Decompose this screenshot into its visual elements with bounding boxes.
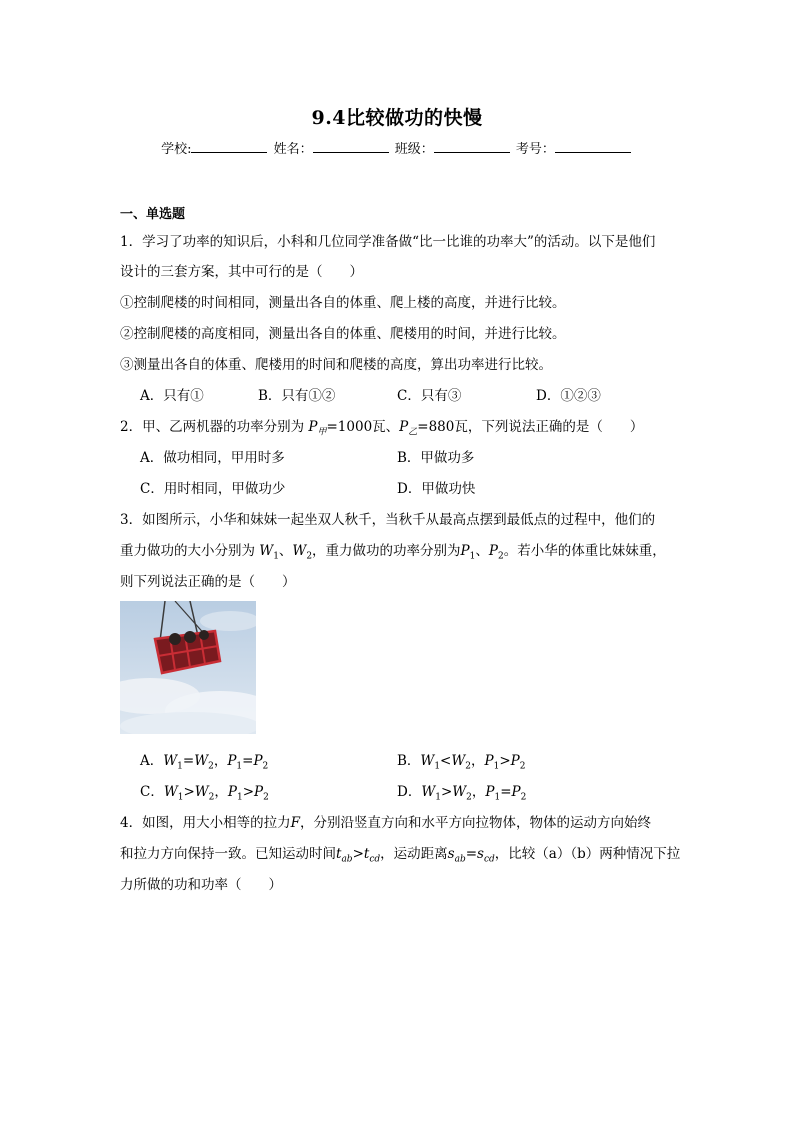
q2-option-b[interactable]: B．甲做功多	[397, 450, 475, 466]
q3-w2-sub: 2	[306, 551, 313, 562]
q4-t1: t	[336, 846, 342, 862]
q4-text-e: ，比较（a）（b）两种情况下拉	[494, 846, 681, 862]
q4-stem-line2	[120, 842, 680, 865]
q4-stem-line1	[120, 811, 651, 831]
q2-option-d[interactable]: D．甲做功快	[397, 481, 476, 497]
q2-option-c[interactable]: C．用时相同，甲做功少	[140, 481, 286, 497]
q1-plan-2: ②控制爬楼的高度相同，测量出各自的体重、爬楼用的时间，并进行比较。	[120, 326, 566, 342]
q3-d-comma: ，	[471, 784, 486, 800]
q3-c-label: C．	[140, 784, 164, 800]
q4-text-a: 4．如图，用大小相等的拉力	[120, 815, 291, 831]
q3-p1: P	[460, 543, 470, 559]
q3-b-label: B．	[397, 753, 421, 769]
q1-option-d[interactable]: D．①②③	[536, 388, 601, 404]
q3-w1-sub: 1	[273, 551, 279, 562]
q2-option-a[interactable]: A．做功相同，甲用时多	[140, 450, 285, 466]
q1-option-a[interactable]: A．只有①	[140, 388, 204, 404]
class-label: 班级：	[394, 142, 434, 157]
q4-t1-sub: ab	[341, 854, 353, 865]
q3-text-a: 重力做功的大小分别为	[120, 543, 255, 559]
q3-b-comma: ，	[470, 753, 485, 769]
q3-c-rel1: >	[183, 784, 195, 800]
name-blank[interactable]	[313, 140, 389, 153]
q3-text-c: 。若小华的体重比妹妹重，	[503, 543, 666, 559]
q3-p2-sub: 2	[497, 551, 504, 562]
q1-option-c[interactable]: C．只有③	[397, 388, 462, 404]
q3-a-rel2: =	[242, 753, 254, 769]
q2-stem-mid2: =880瓦，下列说法正确的是（ ）	[417, 419, 644, 435]
q2-p-jia: P	[308, 419, 318, 435]
q3-text-b: ，重力做功的功率分别为	[312, 543, 461, 559]
q4-gt: >	[352, 846, 364, 862]
q4-text-c: 和拉力方向保持一致。已知运动时间	[120, 846, 336, 862]
q3-a-label: A．	[140, 753, 164, 769]
q4-s2-sub: cd	[483, 854, 495, 865]
q4-text-b: ，分别沿竖直方向和水平方向拉物体，物体的运动方向始终	[299, 815, 651, 831]
school-blank[interactable]	[191, 140, 267, 153]
q1-plan-1: ①控制爬楼的时间相同，测量出各自的体重、爬上楼的高度，并进行比较。	[120, 295, 566, 311]
q3-p2: P	[488, 543, 498, 559]
q2-stem	[120, 415, 643, 438]
q1-option-b[interactable]: B．只有①②	[258, 388, 336, 404]
number-blank[interactable]	[555, 140, 631, 153]
q3-option-a[interactable]: A．$W_1=W_2$，$P_1=P_2$	[140, 753, 269, 772]
q3-c-comma: ，	[214, 784, 228, 800]
q1-plan-3: ③测量出各自的体重、爬楼用的时间和爬楼的高度，算出功率进行比较。	[120, 357, 552, 373]
section-heading: 一、单选题	[120, 207, 186, 222]
q4-s1-sub: ab	[454, 854, 466, 865]
name-label: 姓名：	[273, 142, 313, 157]
q3-stem-line2	[120, 539, 666, 562]
q4-eq: =	[465, 846, 478, 862]
q2-stem-pre: 2．甲、乙两机器的功率分别为	[120, 419, 305, 435]
q3-d-rel2: =	[500, 784, 512, 800]
q4-stem-line3: 力所做的功和功率（ ）	[120, 877, 282, 893]
q3-option-c[interactable]: C．$W_1>W_2$，$P_1>P_2$	[140, 784, 269, 803]
q3-a-comma: ，	[213, 753, 228, 769]
q3-option-d[interactable]: D．$W_1>W_2$，$P_1=P_2$	[397, 784, 527, 803]
class-blank[interactable]	[434, 140, 510, 153]
q4-s2: s	[477, 846, 484, 862]
q3-b-rel2: >	[499, 753, 511, 769]
student-info-row	[0, 138, 794, 157]
q3-stem-line1: 3．如图所示，小华和妹妹一起坐双人秋千，当秋千从最高点摆到最低点的过程中，他们的	[120, 512, 656, 528]
number-label: 考号：	[515, 142, 555, 157]
q2-p-yi-sub: 乙	[408, 427, 418, 438]
q3-stem-line3: 则下列说法正确的是（ ）	[120, 574, 296, 590]
school-label: 学校:	[161, 142, 192, 157]
q3-a-rel1: =	[182, 753, 195, 769]
q2-p-jia-sub: 甲	[317, 427, 327, 438]
swing-photo-svg	[120, 601, 256, 734]
q3-c-rel2: >	[242, 784, 255, 800]
q3-w2: W	[292, 543, 307, 559]
q3-w1: W	[259, 543, 274, 559]
q4-text-d: ，运动距离	[380, 846, 448, 862]
q2-stem-mid1: =1000瓦、	[326, 419, 400, 435]
q3-sep2: 、	[475, 543, 489, 559]
q3-d-rel1: >	[440, 784, 453, 800]
swing-photo	[120, 601, 256, 734]
q3-option-b[interactable]: B．$W_1<W_2$，$P_1>P_2$	[397, 753, 526, 772]
q2-p-yi: P	[399, 419, 409, 435]
page-title: 9.4比较做功的快慢	[311, 107, 483, 129]
q4-t2: t	[363, 846, 370, 862]
q1-stem-line1: 1．学习了功率的知识后，小科和几位同学准备做“比一比谁的功率大”的活动。以下是他们	[120, 234, 656, 250]
q1-stem-line2: 设计的三套方案，其中可行的是（ ）	[120, 264, 363, 280]
q4-t2-sub: cd	[369, 854, 381, 865]
q3-d-label: D．	[397, 784, 422, 800]
q4-force-symbol: F	[290, 815, 300, 831]
q3-p1-sub: 1	[469, 551, 476, 562]
q3-sep1: 、	[278, 543, 293, 559]
q4-s1: s	[447, 846, 455, 862]
q3-b-rel1: <	[440, 753, 452, 769]
